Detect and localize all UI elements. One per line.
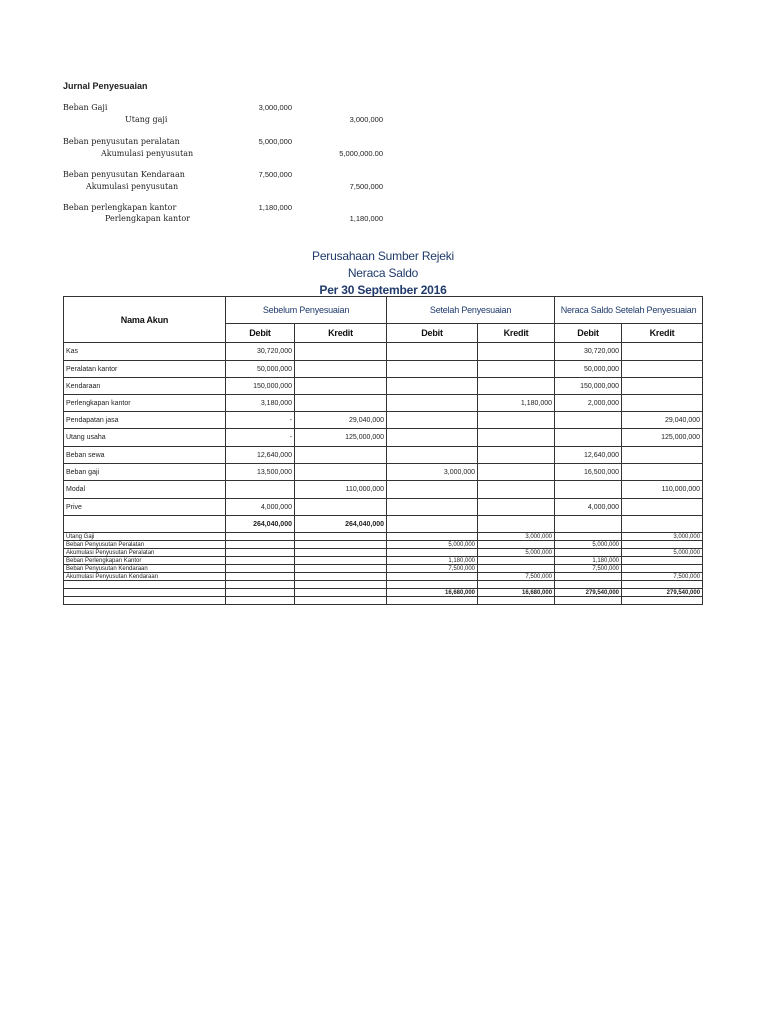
table-row bbox=[64, 499, 703, 516]
debit-cell bbox=[555, 516, 622, 533]
debit-cell: - bbox=[226, 412, 295, 429]
debit-cell bbox=[387, 581, 478, 589]
credit-cell bbox=[478, 429, 555, 447]
debit-cell: 5,000,000 bbox=[387, 541, 478, 549]
credit-cell bbox=[478, 557, 555, 565]
debit-cell bbox=[387, 395, 478, 412]
credit-cell: 7,500,000 bbox=[622, 573, 703, 581]
debit-cell bbox=[226, 541, 295, 549]
journal-debit-account: Beban penyusutan Kendaraan bbox=[63, 170, 185, 179]
credit-cell bbox=[478, 447, 555, 464]
credit-cell bbox=[622, 343, 703, 361]
debit-cell bbox=[226, 573, 295, 581]
account-cell bbox=[64, 589, 226, 597]
debit-cell bbox=[226, 597, 295, 605]
debit-cell: 150,000,000 bbox=[555, 378, 622, 395]
account-cell bbox=[64, 516, 226, 533]
debit-cell bbox=[387, 499, 478, 516]
journal-debit-amount: 1,180,000 bbox=[258, 203, 292, 212]
credit-cell bbox=[295, 581, 387, 589]
credit-cell bbox=[622, 464, 703, 481]
credit-cell bbox=[478, 499, 555, 516]
debit-cell bbox=[555, 597, 622, 605]
credit-cell: 5,000,000 bbox=[622, 549, 703, 557]
report-name: Neraca Saldo bbox=[347, 266, 419, 280]
credit-cell bbox=[295, 361, 387, 378]
debit-cell: 2,000,000 bbox=[555, 395, 622, 412]
credit-cell bbox=[295, 573, 387, 581]
credit-cell: 1,180,000 bbox=[478, 395, 555, 412]
debit-cell bbox=[226, 481, 295, 499]
trial-balance-table bbox=[63, 296, 703, 605]
debit-cell: 50,000,000 bbox=[555, 361, 622, 378]
table-row bbox=[64, 573, 703, 581]
table-row bbox=[64, 412, 703, 429]
credit-cell bbox=[478, 481, 555, 499]
credit-cell bbox=[295, 343, 387, 361]
debit-cell: 4,000,000 bbox=[226, 499, 295, 516]
table-row bbox=[64, 516, 703, 533]
account-cell: Akumulasi Penyusutan Peralatan bbox=[64, 549, 226, 557]
table-row bbox=[64, 565, 703, 573]
credit-cell: 29,040,000 bbox=[295, 412, 387, 429]
credit-cell bbox=[295, 447, 387, 464]
debit-cell bbox=[555, 573, 622, 581]
credit-cell bbox=[295, 378, 387, 395]
credit-cell bbox=[622, 581, 703, 589]
journal-debit-amount: 3,000,000 bbox=[258, 103, 292, 112]
account-cell: Modal bbox=[64, 481, 226, 499]
report-date: Per 30 September 2016 bbox=[319, 283, 447, 297]
debit-header: Debit bbox=[226, 324, 295, 343]
debit-cell: 4,000,000 bbox=[555, 499, 622, 516]
credit-cell bbox=[622, 541, 703, 549]
debit-header: Debit bbox=[387, 324, 478, 343]
credit-cell: 3,000,000 bbox=[478, 533, 555, 541]
table-row bbox=[64, 581, 703, 589]
account-cell: Beban Penyusutan Peralatan bbox=[64, 541, 226, 549]
debit-cell: 50,000,000 bbox=[226, 361, 295, 378]
credit-cell bbox=[478, 565, 555, 573]
credit-cell bbox=[622, 516, 703, 533]
table-row bbox=[64, 557, 703, 565]
table-row bbox=[64, 464, 703, 481]
debit-cell bbox=[555, 481, 622, 499]
credit-cell bbox=[295, 395, 387, 412]
credit-cell bbox=[622, 378, 703, 395]
table-row bbox=[64, 597, 703, 605]
account-cell: Pendapatan jasa bbox=[64, 412, 226, 429]
debit-cell bbox=[387, 412, 478, 429]
debit-cell bbox=[387, 549, 478, 557]
journal-debit-amount: 7,500,000 bbox=[258, 170, 292, 179]
credit-cell: 264,040,000 bbox=[295, 516, 387, 533]
debit-cell bbox=[387, 516, 478, 533]
account-cell: Beban Penyusutan Kendaraan bbox=[64, 565, 226, 573]
credit-cell bbox=[295, 557, 387, 565]
credit-cell bbox=[478, 412, 555, 429]
debit-cell bbox=[387, 447, 478, 464]
journal-credit-amount: 7,500,000 bbox=[349, 182, 383, 191]
debit-header: Debit bbox=[555, 324, 622, 343]
table-row bbox=[64, 378, 703, 395]
account-cell: Prive bbox=[64, 499, 226, 516]
debit-cell: 30,720,000 bbox=[226, 343, 295, 361]
account-cell: Peralatan kantor bbox=[64, 361, 226, 378]
journal-debit-account: Beban Gaji bbox=[63, 103, 108, 112]
debit-cell: 1,180,000 bbox=[555, 557, 622, 565]
journal-debit-amount: 5,000,000 bbox=[258, 137, 292, 146]
credit-cell bbox=[295, 565, 387, 573]
debit-cell: 7,500,000 bbox=[555, 565, 622, 573]
credit-cell bbox=[478, 378, 555, 395]
table-row bbox=[64, 589, 703, 597]
debit-cell: 150,000,000 bbox=[226, 378, 295, 395]
debit-cell bbox=[226, 581, 295, 589]
account-cell bbox=[64, 581, 226, 589]
debit-cell: 1,180,000 bbox=[387, 557, 478, 565]
group-header: Neraca Saldo Setelah Penyesuaian bbox=[555, 297, 703, 324]
debit-cell bbox=[555, 581, 622, 589]
debit-cell: 7,500,000 bbox=[387, 565, 478, 573]
table-row bbox=[64, 343, 703, 361]
credit-cell bbox=[295, 533, 387, 541]
credit-cell bbox=[478, 581, 555, 589]
account-cell: Perlengkapan kantor bbox=[64, 395, 226, 412]
journal-credit-amount: 1,180,000 bbox=[349, 214, 383, 223]
credit-cell bbox=[478, 541, 555, 549]
credit-cell: 110,000,000 bbox=[295, 481, 387, 499]
credit-cell bbox=[295, 597, 387, 605]
table-row bbox=[64, 481, 703, 499]
debit-cell bbox=[555, 429, 622, 447]
debit-cell: 12,640,000 bbox=[555, 447, 622, 464]
debit-cell: 3,180,000 bbox=[226, 395, 295, 412]
credit-cell bbox=[622, 597, 703, 605]
credit-cell bbox=[295, 589, 387, 597]
debit-cell bbox=[387, 361, 478, 378]
debit-cell bbox=[387, 597, 478, 605]
table-row bbox=[64, 541, 703, 549]
account-cell: Utang Gaji bbox=[64, 533, 226, 541]
credit-cell bbox=[478, 597, 555, 605]
company-name: Perusahaan Sumber Rejeki bbox=[312, 249, 454, 263]
journal-credit-account: Akumulasi penyusutan bbox=[101, 149, 194, 158]
credit-cell bbox=[478, 464, 555, 481]
account-cell: Kendaraan bbox=[64, 378, 226, 395]
journal-credit-account: Perlengkapan kantor bbox=[105, 214, 190, 223]
debit-cell bbox=[555, 412, 622, 429]
journal-credit-account: Utang gaji bbox=[125, 115, 168, 124]
credit-cell bbox=[478, 361, 555, 378]
account-cell: Beban sewa bbox=[64, 447, 226, 464]
credit-cell bbox=[478, 516, 555, 533]
credit-cell bbox=[622, 499, 703, 516]
table-row bbox=[64, 395, 703, 412]
debit-cell bbox=[226, 557, 295, 565]
credit-header: Kredit bbox=[478, 324, 555, 343]
debit-cell: - bbox=[226, 429, 295, 447]
credit-cell bbox=[622, 565, 703, 573]
credit-cell: 110,000,000 bbox=[622, 481, 703, 499]
credit-cell: 7,500,000 bbox=[478, 573, 555, 581]
group-header: Setelah Penyesuaian bbox=[387, 297, 555, 324]
credit-cell bbox=[295, 541, 387, 549]
credit-cell: 29,040,000 bbox=[622, 412, 703, 429]
credit-cell bbox=[622, 395, 703, 412]
credit-cell bbox=[622, 361, 703, 378]
journal-debit-account: Beban penyusutan peralatan bbox=[63, 137, 180, 146]
debit-cell: 264,040,000 bbox=[226, 516, 295, 533]
journal-credit-amount: 3,000,000 bbox=[349, 115, 383, 124]
table-row bbox=[64, 429, 703, 447]
table-row bbox=[64, 549, 703, 557]
debit-cell bbox=[226, 533, 295, 541]
debit-cell bbox=[555, 549, 622, 557]
account-cell: Akumulasi Penyusutan Kendaraan bbox=[64, 573, 226, 581]
table-row bbox=[64, 447, 703, 464]
account-name-header: Nama Akun bbox=[64, 297, 226, 343]
debit-cell bbox=[555, 533, 622, 541]
debit-cell: 5,000,000 bbox=[555, 541, 622, 549]
debit-cell: 13,500,000 bbox=[226, 464, 295, 481]
journal-credit-account: Akumulasi penyusutan bbox=[86, 182, 179, 191]
credit-cell bbox=[622, 447, 703, 464]
account-cell: Kas bbox=[64, 343, 226, 361]
debit-cell bbox=[387, 343, 478, 361]
credit-cell: 125,000,000 bbox=[622, 429, 703, 447]
debit-cell: 16,500,000 bbox=[555, 464, 622, 481]
credit-cell bbox=[295, 549, 387, 557]
debit-cell bbox=[387, 378, 478, 395]
journal-debit-account: Beban perlengkapan kantor bbox=[63, 203, 177, 212]
credit-cell bbox=[478, 343, 555, 361]
debit-cell bbox=[387, 481, 478, 499]
account-cell bbox=[64, 597, 226, 605]
debit-cell bbox=[387, 573, 478, 581]
journal-credit-amount: 5,000,000.00 bbox=[339, 149, 383, 158]
debit-cell: 16,680,000 bbox=[387, 589, 478, 597]
debit-cell bbox=[387, 533, 478, 541]
account-cell: Beban gaji bbox=[64, 464, 226, 481]
debit-cell: 3,000,000 bbox=[387, 464, 478, 481]
table-row bbox=[64, 361, 703, 378]
account-cell: Beban Perlengkapan Kantor bbox=[64, 557, 226, 565]
credit-cell bbox=[622, 557, 703, 565]
credit-header: Kredit bbox=[622, 324, 703, 343]
credit-header: Kredit bbox=[295, 324, 387, 343]
credit-cell bbox=[295, 464, 387, 481]
debit-cell bbox=[226, 549, 295, 557]
credit-cell: 3,000,000 bbox=[622, 533, 703, 541]
group-header: Sebelum Penyesuaian bbox=[226, 297, 387, 324]
credit-cell: 5,000,000 bbox=[478, 549, 555, 557]
debit-cell bbox=[226, 589, 295, 597]
debit-cell bbox=[226, 565, 295, 573]
credit-cell: 279,540,000 bbox=[622, 589, 703, 597]
journal-title: Jurnal Penyesuaian bbox=[63, 81, 148, 91]
debit-cell: 30,720,000 bbox=[555, 343, 622, 361]
credit-cell: 125,000,000 bbox=[295, 429, 387, 447]
account-cell: Utang usaha bbox=[64, 429, 226, 447]
credit-cell bbox=[295, 499, 387, 516]
debit-cell bbox=[387, 429, 478, 447]
debit-cell: 12,640,000 bbox=[226, 447, 295, 464]
credit-cell: 16,680,000 bbox=[478, 589, 555, 597]
table-row bbox=[64, 533, 703, 541]
debit-cell: 279,540,000 bbox=[555, 589, 622, 597]
